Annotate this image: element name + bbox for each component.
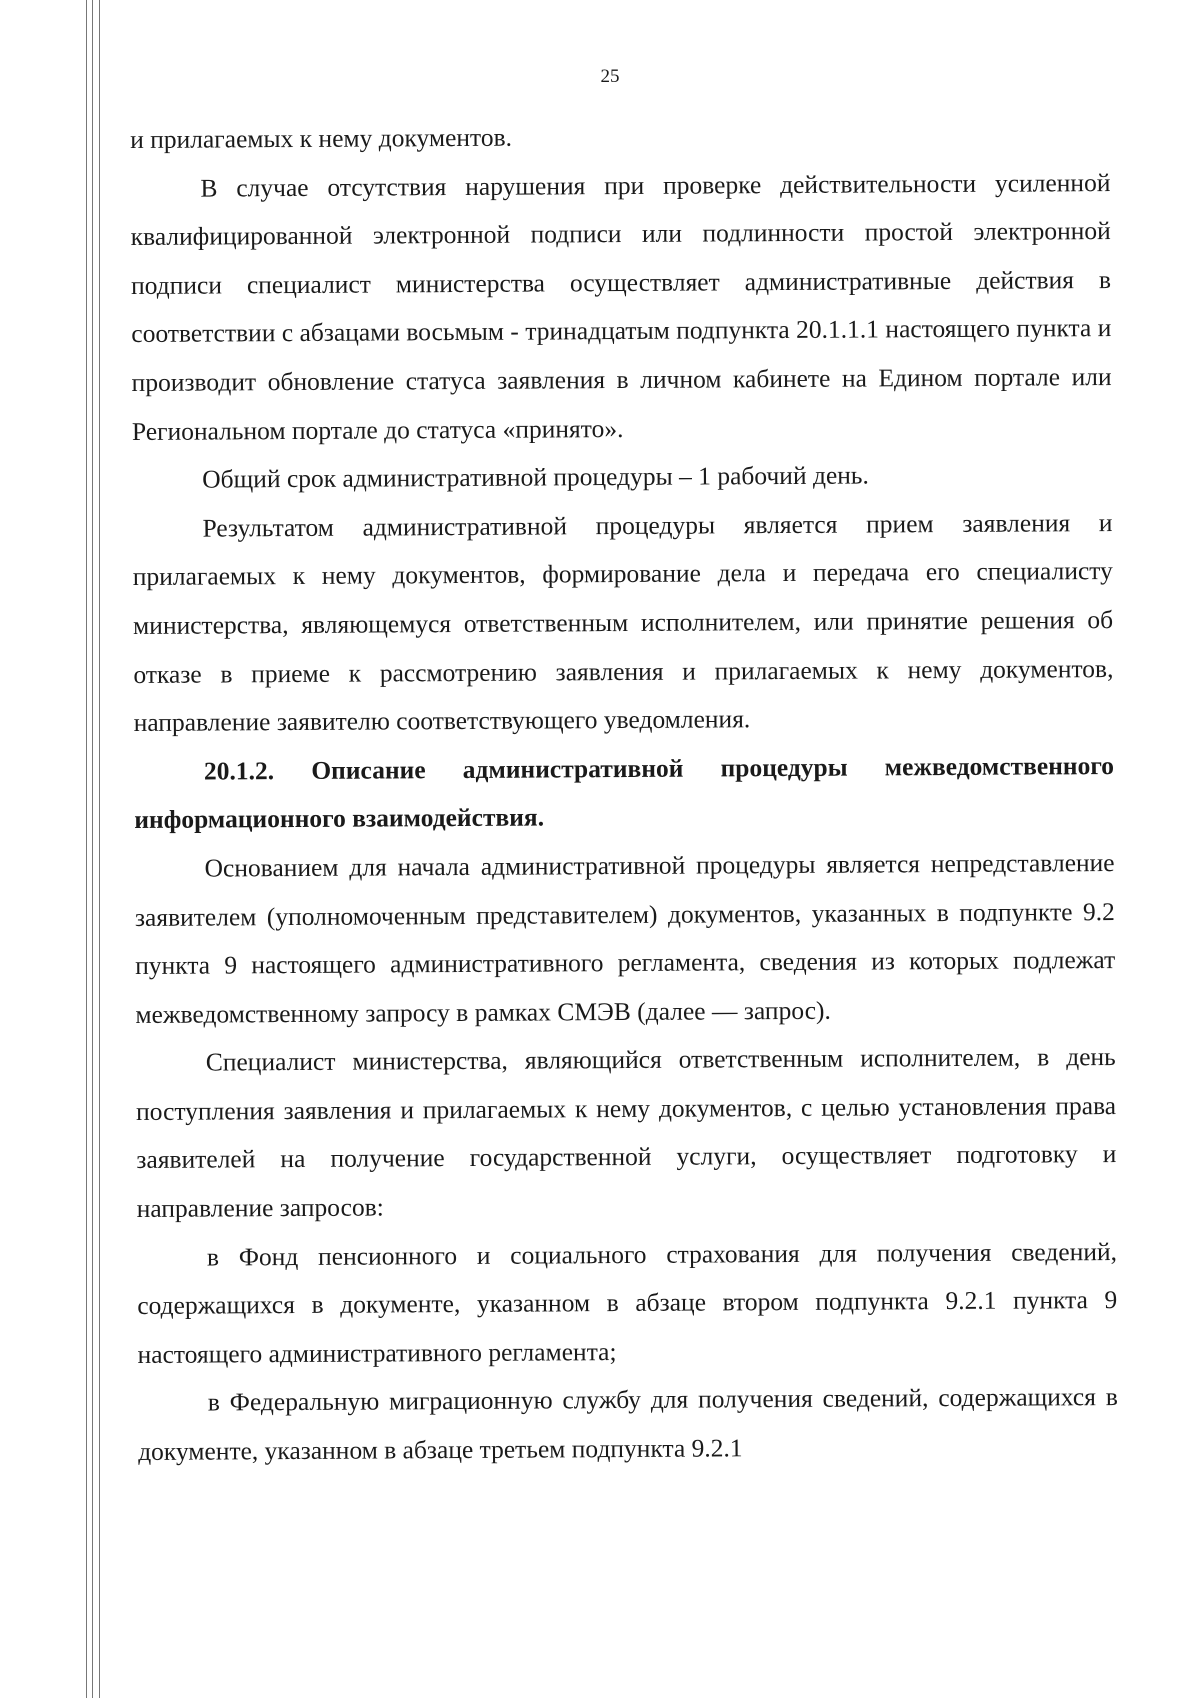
paragraph: в Федеральную миграционную службу для получения сведений, содержащихся в документе, указанном в абзаце третьем подпункта 9.2.1 <box>138 1382 1118 1467</box>
paragraph: Основанием для начала административной процедуры является непредставление заявителем (уполномоченным представителем) документов, указанных в подпункте 9.2 пункта 9 настоящего административного регламента, сведения из которых подлежат межведомственному запросу в рамках СМЭВ (далее — запрос). <box>134 847 1116 1029</box>
document-body <box>130 110 1118 1477</box>
paragraph: Результатом административной процедуры является прием заявления и прилагаемых к нему документов, формирование дела и передача его специалисту министерства, являющемуся ответственным исполнителем, или принятие решения об отказе в приеме к рассмотрению заявления и прилагаемых к нему документов, направление заявителю соответствующего уведомления. <box>132 507 1114 738</box>
paragraph: и прилагаемых к нему документов. <box>130 122 513 154</box>
page-number: 25 <box>600 66 620 87</box>
paragraph: Общий срок административной процедуры – 1 рабочий день. <box>202 460 869 494</box>
scan-edge-line <box>86 0 87 1698</box>
scan-edge-line <box>99 0 100 1698</box>
paragraph: Специалист министерства, являющийся ответственным исполнителем, в день поступления заявления и прилагаемых к нему документов, с целью установления права заявителей на получение государственной услуги, осуществляет подготовку и направление запросов: <box>135 1042 1117 1224</box>
scan-edge-line <box>92 0 93 1698</box>
paragraph: В случае отсутствия нарушения при проверке действительности усиленной квалифицированной электронной подписи или подлинности простой электронной подписи специалист министерства осуществляет административные действия в соответствии с абзацами восьмым - тринадцатым подпункта 20.1.1.1 настоящего пункта и производит обновление статуса заявления в личном кабинете на Едином портале или Региональном портале до статуса «принято». <box>130 167 1112 446</box>
paragraph: в Фонд пенсионного и социального страхования для получения сведений, содержащихся в документе, указанном в абзаце втором подпункта 9.2.1 пункта 9 настоящего административного регламента; <box>137 1236 1118 1369</box>
section-heading: 20.1.2. Описание административной процедуры межведомственного информационного взаимодействия. <box>134 750 1115 835</box>
